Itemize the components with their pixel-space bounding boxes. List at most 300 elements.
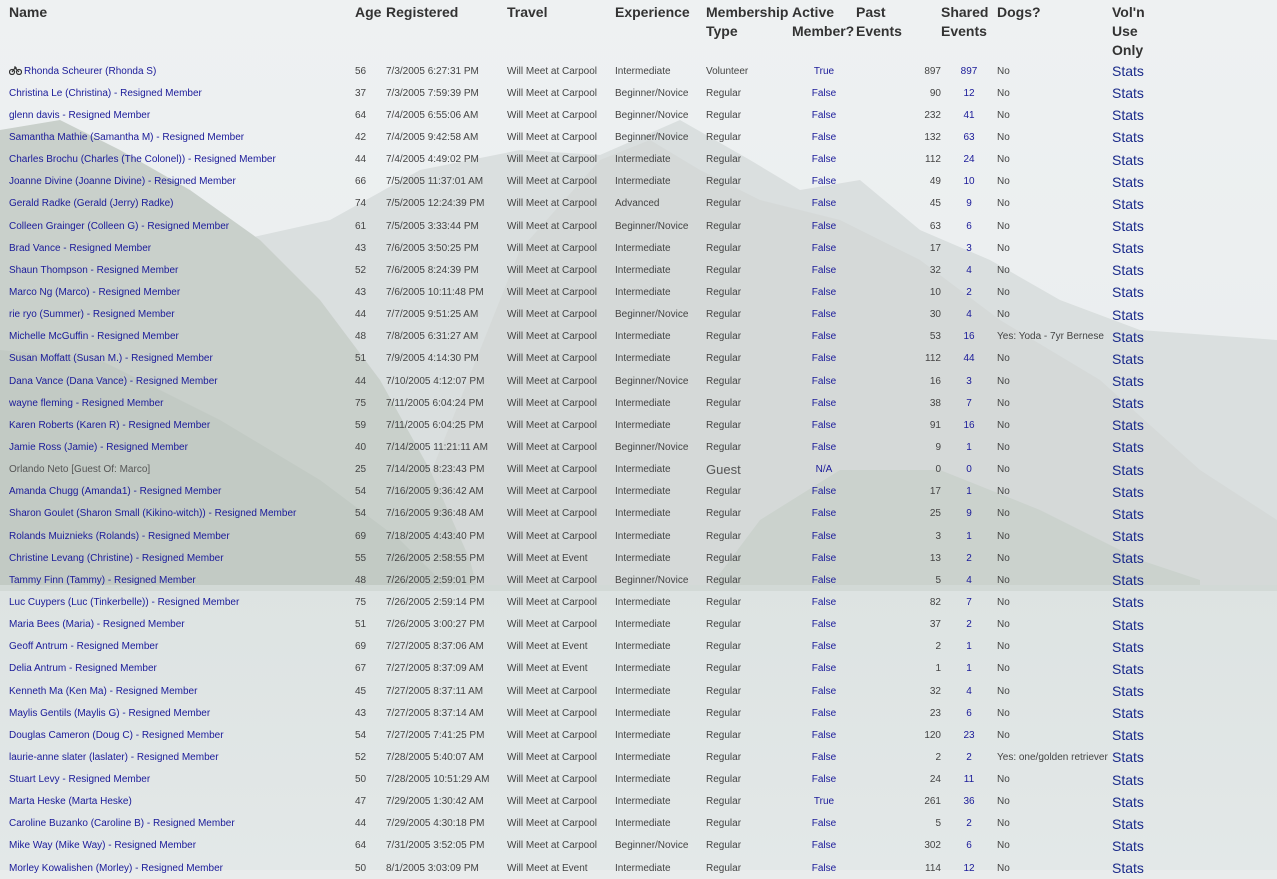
member-name-link[interactable]: Dana Vance (Dana Vance) - Resigned Member [9,375,218,387]
active-member-value: False [811,419,837,431]
cell-dogs: No [997,176,1010,188]
cell-dogs: No [997,729,1010,741]
cell-experience: Beginner/Novice [615,109,689,121]
cell-past-events: 53 [929,331,941,343]
cell-name [9,414,355,436]
cell-experience: Intermediate [615,774,671,786]
cell-membership-type [706,259,792,281]
shared-events-link[interactable]: 6 [966,220,972,232]
cell-past-events: 0 [935,464,941,476]
cell-registered: 7/5/2005 3:33:44 PM [386,220,479,232]
cell-name [9,281,355,303]
cell-stats [1112,813,1172,835]
cell-dogs: No [997,375,1010,387]
membership-type: Regular [706,264,742,276]
shared-events-link[interactable]: 2 [966,286,972,298]
cell-stats [1112,569,1172,591]
shared-events-link[interactable]: 1 [966,441,972,453]
cell-active-member [792,348,856,370]
cell-registered: 7/27/2005 8:37:14 AM [386,707,484,719]
member-name-link[interactable]: Caroline Buzanko (Caroline B) - Resigned Member [9,818,235,830]
active-member-value: False [811,264,837,276]
cell-age: 50 [355,774,367,786]
cell-age: 67 [355,663,367,675]
stats-link[interactable]: Stats [1112,240,1144,257]
member-name-link[interactable]: Marta Heske (Marta Heske) [9,796,132,808]
stats-link[interactable]: Stats [1112,860,1144,877]
cell-registered: 7/27/2005 8:37:11 AM [386,685,484,697]
table-row [9,392,1172,414]
member-name-link[interactable]: Christina Le (Christina) - Resigned Member [9,87,202,99]
cell-name [9,481,355,503]
member-name-link[interactable]: Jamie Ross (Jamie) - Resigned Member [9,441,188,453]
active-member-value: False [811,574,837,586]
shared-events-link[interactable]: 1 [966,641,972,653]
table-row [9,636,1172,658]
member-name-link[interactable]: Colleen Grainger (Colleen G) - Resigned Member [9,220,230,232]
cell-registered: 7/28/2005 10:51:29 AM [386,774,490,786]
stats-link[interactable]: Stats [1112,129,1144,146]
stats-link[interactable]: Stats [1112,815,1144,832]
cell-stats [1112,724,1172,746]
member-name-link[interactable]: Rolands Muiznieks (Rolands) - Resigned Member [9,530,230,542]
membership-type: Regular [706,486,742,498]
membership-type: Regular [706,397,742,409]
stats-link[interactable]: Stats [1112,85,1144,102]
stats-link[interactable]: Stats [1112,107,1144,124]
shared-events-link[interactable]: 2 [966,619,972,631]
cell-membership-type [706,326,792,348]
cell-name [9,149,355,171]
membership-type: Regular [706,596,742,608]
stats-link[interactable]: Stats [1112,350,1144,367]
table-row [9,680,1172,702]
stats-link[interactable]: Stats [1112,705,1144,722]
active-member-value: True [813,65,835,77]
shared-events-link[interactable]: 9 [966,198,972,210]
cell-dogs: No [997,242,1010,254]
cell-experience: Intermediate [615,331,671,343]
cell-active-member [792,259,856,281]
cell-age: 37 [355,87,367,99]
stats-link[interactable]: Stats [1112,439,1144,456]
cell-active-member [792,724,856,746]
stats-link[interactable]: Stats [1112,151,1144,168]
membership-type: Regular [706,109,742,121]
member-name-link[interactable]: Geoff Antrum - Resigned Member [9,641,159,653]
cell-stats [1112,215,1172,237]
cell-name [9,237,355,259]
cell-experience: Intermediate [615,419,671,431]
member-name-link[interactable]: Stuart Levy - Resigned Member [9,774,151,786]
stats-link[interactable]: Stats [1112,616,1144,633]
cell-past-events: 132 [924,131,941,143]
shared-events-link[interactable]: 36 [963,796,975,808]
membership-type: Regular [706,840,742,852]
cell-membership-type [706,614,792,636]
table-row [9,724,1172,746]
table-row [9,791,1172,813]
member-name-link[interactable]: Gerald Radke (Gerald (Jerry) Radke) [9,198,174,210]
cell-past-events: 32 [929,685,941,697]
member-name-link[interactable]: Sharon Goulet (Sharon Small (Kikino-witch)) - Resigned Member [9,508,297,520]
member-name-link[interactable]: laurie-anne slater (laslater) - Resigned Member [9,751,219,763]
member-name-link[interactable]: Marco Ng (Marco) - Resigned Member [9,286,181,298]
membership-type: Regular [706,353,742,365]
cell-travel: Will Meet at Carpool [507,87,598,99]
cell-registered: 7/26/2005 3:00:27 PM [386,619,485,631]
shared-events-link[interactable]: 2 [966,552,972,564]
member-name-link[interactable]: glenn davis - Resigned Member [9,109,151,121]
shared-events-link[interactable]: 10 [963,176,975,188]
shared-events-link[interactable]: 12 [963,87,975,99]
stats-link[interactable]: Stats [1112,771,1144,788]
cell-travel: Will Meet at Carpool [507,774,598,786]
shared-events-link[interactable]: 24 [963,154,975,166]
cell-age: 47 [355,796,367,808]
table-row [9,813,1172,835]
shared-events-link[interactable]: 16 [963,419,975,431]
cell-dogs: No [997,397,1010,409]
cell-registered: 7/16/2005 9:36:48 AM [386,508,484,520]
cell-past-events: 23 [929,707,941,719]
cell-experience: Beginner/Novice [615,441,689,453]
cell-experience: Advanced [615,198,660,210]
cell-membership-type [706,171,792,193]
column-header-membership-type: Membership Type [706,4,789,39]
stats-link[interactable]: Stats [1112,63,1144,80]
shared-events-link[interactable]: 0 [966,464,972,476]
shared-events-link[interactable]: 41 [963,109,975,121]
membership-type: Regular [706,131,742,143]
shared-events-link[interactable]: 1 [966,663,972,675]
cell-travel: Will Meet at Carpool [507,286,598,298]
cell-experience: Intermediate [615,65,671,77]
cell-membership-type [706,149,792,171]
cell-shared-events [941,724,997,746]
cell-age: 69 [355,641,367,653]
shared-events-link[interactable]: 6 [966,707,972,719]
stats-link[interactable]: Stats [1112,218,1144,235]
cell-stats [1112,392,1172,414]
cell-dogs: No [997,309,1010,321]
member-name-link[interactable]: wayne fleming - Resigned Member [9,397,164,409]
cell-name [9,348,355,370]
cell-active-member [792,326,856,348]
cell-experience: Intermediate [615,663,671,675]
cell-name [9,658,355,680]
stats-link[interactable]: Stats [1112,395,1144,412]
stats-link[interactable]: Stats [1112,483,1144,500]
cell-registered: 7/29/2005 1:30:42 AM [386,796,484,808]
cell-stats [1112,171,1172,193]
member-name-link[interactable]: Mike Way (Mike Way) - Resigned Member [9,840,197,852]
cell-stats [1112,591,1172,613]
shared-events-link[interactable]: 4 [966,264,972,276]
shared-events-link[interactable]: 12 [963,862,975,874]
table-row [9,60,1172,82]
cell-dogs: No [997,286,1010,298]
stats-link[interactable]: Stats [1112,306,1144,323]
cell-experience: Beginner/Novice [615,375,689,387]
cell-travel: Will Meet at Event [507,663,588,675]
stats-link[interactable]: Stats [1112,461,1144,478]
active-member-value: False [811,331,837,343]
table-row [9,193,1172,215]
cell-active-member [792,680,856,702]
member-name-link[interactable]: Morley Kowalishen (Morley) - Resigned Member [9,862,223,874]
cell-active-member [792,82,856,104]
stats-link[interactable]: Stats [1112,749,1144,766]
shared-events-link[interactable]: 4 [966,685,972,697]
active-member-value: False [811,641,837,653]
member-name-link[interactable]: Shaun Thompson - Resigned Member [9,264,179,276]
cell-age: 64 [355,109,367,121]
cell-experience: Intermediate [615,641,671,653]
cell-travel: Will Meet at Carpool [507,131,598,143]
cell-stats [1112,370,1172,392]
cell-active-member [792,525,856,547]
cell-age: 75 [355,596,367,608]
membership-type: Regular [706,641,742,653]
cell-shared-events [941,414,997,436]
member-name-link[interactable]: Charles Brochu (Charles (The Colonel)) - Resigned Member [9,154,276,166]
member-name-link[interactable]: Joanne Divine (Joanne Divine) - Resigned Member [9,176,236,188]
cell-name [9,82,355,104]
stats-link[interactable]: Stats [1112,837,1144,854]
member-name-link[interactable]: Brad Vance - Resigned Member [9,242,152,254]
shared-events-link[interactable]: 7 [966,596,972,608]
cell-age: 25 [355,464,367,476]
shared-events-link[interactable]: 2 [966,751,972,763]
cell-past-events: 9 [935,441,941,453]
cell-shared-events [941,813,997,835]
active-member-value: False [811,840,837,852]
member-name-link[interactable]: Delia Antrum - Resigned Member [9,663,157,675]
stats-link[interactable]: Stats [1112,195,1144,212]
table-row [9,547,1172,569]
cell-registered: 7/4/2005 9:42:58 AM [386,131,479,143]
shared-events-link[interactable]: 4 [966,309,972,321]
cell-age: 61 [355,220,367,232]
shared-events-link[interactable]: 11 [963,774,975,786]
cell-age: 52 [355,264,367,276]
shared-events-link[interactable]: 44 [963,353,975,365]
table-row [9,614,1172,636]
stats-link[interactable]: Stats [1112,417,1144,434]
cell-registered: 7/9/2005 4:14:30 PM [386,353,479,365]
table-row [9,281,1172,303]
cell-experience: Beginner/Novice [615,840,689,852]
cell-shared-events [941,525,997,547]
cell-age: 42 [355,131,367,143]
cell-shared-events [941,769,997,791]
cell-age: 66 [355,176,367,188]
stats-link[interactable]: Stats [1112,594,1144,611]
member-name-link[interactable]: Maria Bees (Maria) - Resigned Member [9,619,185,631]
member-name-link[interactable]: Rhonda Scheurer (Rhonda S) [24,65,157,77]
cell-membership-type [706,591,792,613]
stats-link[interactable]: Stats [1112,328,1144,345]
member-name-link[interactable]: rie ryo (Summer) - Resigned Member [9,309,175,321]
cell-registered: 7/8/2005 6:31:27 AM [386,331,479,343]
cell-dogs: No [997,707,1010,719]
member-name-link[interactable]: Kenneth Ma (Ken Ma) - Resigned Member [9,685,198,697]
shared-events-link[interactable]: 16 [963,331,975,343]
active-member-value: False [811,596,837,608]
member-name-link[interactable]: Christine Levang (Christine) - Resigned Member [9,552,224,564]
shared-events-link[interactable]: 23 [963,729,975,741]
cell-active-member [792,481,856,503]
stats-link[interactable]: Stats [1112,373,1144,390]
cell-shared-events [941,614,997,636]
cell-age: 69 [355,530,367,542]
cell-registered: 7/5/2005 12:24:39 PM [386,198,485,210]
shared-events-link[interactable]: 897 [960,65,978,77]
cell-membership-type [706,835,792,857]
cell-past-events: 17 [929,242,941,254]
cell-name [9,126,355,148]
membership-type: Regular [706,419,742,431]
stats-link[interactable]: Stats [1112,284,1144,301]
cell-shared-events [941,348,997,370]
cell-registered: 7/29/2005 4:30:18 PM [386,818,485,830]
cell-travel: Will Meet at Carpool [507,796,598,808]
cell-travel: Will Meet at Carpool [507,198,598,210]
cell-active-member [792,702,856,724]
cell-name [9,370,355,392]
cell-experience: Intermediate [615,685,671,697]
shared-events-link[interactable]: 9 [966,508,972,520]
cell-experience: Intermediate [615,397,671,409]
cell-stats [1112,614,1172,636]
cell-stats [1112,326,1172,348]
cell-stats [1112,149,1172,171]
cell-active-member [792,569,856,591]
cell-experience: Intermediate [615,508,671,520]
column-header-age: Age [355,4,382,20]
shared-events-link[interactable]: 63 [963,131,975,143]
cell-travel: Will Meet at Carpool [507,574,598,586]
cell-experience: Intermediate [615,176,671,188]
stats-link[interactable]: Stats [1112,528,1144,545]
cell-dogs: No [997,552,1010,564]
stats-link[interactable]: Stats [1112,793,1144,810]
cell-name [9,326,355,348]
shared-events-link[interactable]: 4 [966,574,972,586]
active-member-value: False [811,375,837,387]
cell-experience: Beginner/Novice [615,574,689,586]
member-name-link[interactable]: Luc Cuypers (Luc (Tinkerbelle)) - Resigned Member [9,596,240,608]
cell-experience: Beginner/Novice [615,131,689,143]
cell-travel: Will Meet at Carpool [507,707,598,719]
member-name-link[interactable]: Samantha Mathie (Samantha M) - Resigned Member [9,131,245,143]
cell-stats [1112,746,1172,768]
cell-past-events: 82 [929,596,941,608]
cell-shared-events [941,680,997,702]
cell-membership-type [706,702,792,724]
cell-active-member [792,126,856,148]
member-name-link[interactable]: Susan Moffatt (Susan M.) - Resigned Member [9,353,213,365]
members-table [9,0,1172,879]
shared-events-link[interactable]: 1 [966,530,972,542]
active-member-value: False [811,441,837,453]
cell-membership-type [706,193,792,215]
cell-membership-type [706,791,792,813]
shared-events-link[interactable]: 2 [966,818,972,830]
membership-type: Regular [706,574,742,586]
active-member-value: False [811,486,837,498]
cell-name [9,547,355,569]
cell-membership-type [706,126,792,148]
cell-experience: Intermediate [615,552,671,564]
cell-stats [1112,193,1172,215]
table-body [9,60,1172,879]
cell-dogs: No [997,818,1010,830]
cell-registered: 7/26/2005 2:58:55 PM [386,552,485,564]
membership-type: Regular [706,331,742,343]
member-name-link[interactable]: Karen Roberts (Karen R) - Resigned Member [9,419,211,431]
shared-events-link[interactable]: 6 [966,840,972,852]
cell-name [9,436,355,458]
cell-shared-events [941,149,997,171]
cell-dogs: No [997,596,1010,608]
stats-link[interactable]: Stats [1112,262,1144,279]
cell-dogs: No [997,508,1010,520]
cell-active-member [792,636,856,658]
shared-events-link[interactable]: 3 [966,242,972,254]
stats-link[interactable]: Stats [1112,505,1144,522]
cell-shared-events [941,481,997,503]
cell-name [9,746,355,768]
stats-link[interactable]: Stats [1112,572,1144,589]
cell-dogs: No [997,441,1010,453]
cell-stats [1112,436,1172,458]
cell-active-member [792,614,856,636]
cell-experience: Intermediate [615,530,671,542]
member-name-link[interactable]: Douglas Cameron (Doug C) - Resigned Member [9,729,224,741]
stats-link[interactable]: Stats [1112,683,1144,699]
active-member-value: False [811,176,837,188]
cell-dogs: No [997,486,1010,498]
cell-registered: 7/16/2005 9:36:42 AM [386,486,484,498]
member-name-link[interactable]: Amanda Chugg (Amanda1) - Resigned Member [9,486,222,498]
shared-events-link[interactable]: 7 [966,397,972,409]
member-name-link[interactable]: Michelle McGuffin - Resigned Member [9,331,179,343]
cell-active-member [792,60,856,82]
shared-events-link[interactable]: 1 [966,486,972,498]
column-header-registered: Registered [386,4,459,20]
cell-name [9,171,355,193]
member-name-link[interactable]: Tammy Finn (Tammy) - Resigned Member [9,574,196,586]
cell-stats [1112,414,1172,436]
cell-registered: 7/6/2005 8:24:39 PM [386,264,479,276]
stats-link[interactable]: Stats [1112,173,1144,190]
shared-events-link[interactable]: 3 [966,375,972,387]
stats-link[interactable]: Stats [1112,550,1144,567]
cell-dogs: No [997,65,1010,77]
stats-link[interactable]: Stats [1112,727,1144,744]
member-name-link[interactable]: Maylis Gentils (Maylis G) - Resigned Member [9,707,211,719]
cell-shared-events [941,436,997,458]
cell-dogs: Yes: Yoda - 7yr Bernese [997,331,1104,343]
stats-link[interactable]: Stats [1112,638,1144,655]
active-member-value: False [811,818,837,830]
stats-link[interactable]: Stats [1112,660,1144,677]
active-member-value: False [811,87,837,99]
cell-experience: Intermediate [615,353,671,365]
cell-membership-type [706,680,792,702]
